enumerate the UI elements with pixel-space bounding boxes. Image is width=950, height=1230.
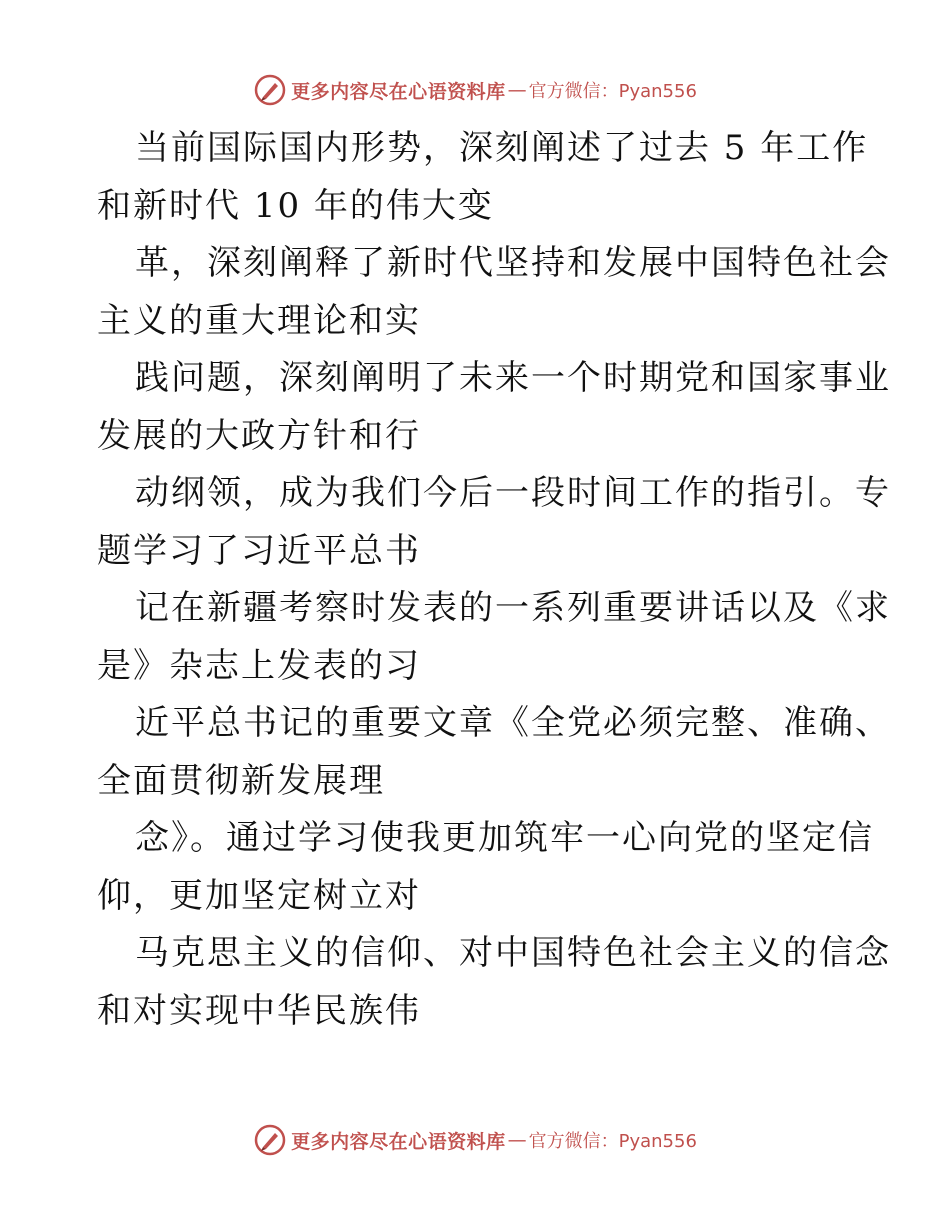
text-line: 念》。通过学习使我更加筑牢一心向党的坚定信 — [135, 818, 874, 858]
text-line: 主义的重大理论和实 — [97, 300, 421, 341]
text-line: 仰，更加坚定树立对 — [97, 875, 421, 916]
footer-banner — [0, 1120, 950, 1160]
text-line: 革，深刻阐释了新时代坚持和发展中国特色社会 — [135, 243, 891, 283]
pen-logo-icon — [253, 1123, 287, 1157]
text-line: 和新时代 10 年的伟大变 — [97, 185, 494, 226]
pen-logo-icon — [253, 73, 287, 107]
banner-brand-text: 更多内容尽在心语资料库 — [291, 80, 506, 103]
header-banner — [0, 70, 950, 110]
text-line: 题学习了习近平总书 — [97, 530, 421, 571]
text-line: 马克思主义的信仰、对中国特色社会主义的信念 — [135, 933, 891, 973]
text-line: 是》杂志上发表的习 — [97, 645, 421, 686]
text-line: 和对实现中华民族伟 — [97, 990, 421, 1031]
banner-separator: — — [507, 79, 527, 101]
banner-wechat-label: 官方微信：Pyan556 — [528, 1131, 697, 1152]
text-line: 发展的大政方针和行 — [97, 415, 421, 456]
text-line: 践问题，深刻阐明了未来一个时期党和国家事业 — [135, 358, 891, 398]
text-line: 当前国际国内形势，深刻阐述了过去 5 年工作 — [135, 128, 869, 168]
text-line: 动纲领，成为我们今后一段时间工作的指引。专 — [135, 473, 891, 513]
document-body — [97, 120, 891, 1040]
text-line: 近平总书记的重要文章《全党必须完整、准确、 — [135, 703, 891, 743]
banner-brand-text: 更多内容尽在心语资料库 — [291, 1130, 506, 1153]
banner-wechat-label: 官方微信：Pyan556 — [528, 81, 697, 102]
text-line: 全面贯彻新发展理 — [97, 760, 385, 801]
text-line: 记在新疆考察时发表的一系列重要讲话以及《求 — [135, 588, 891, 628]
banner-separator: — — [507, 1129, 527, 1151]
